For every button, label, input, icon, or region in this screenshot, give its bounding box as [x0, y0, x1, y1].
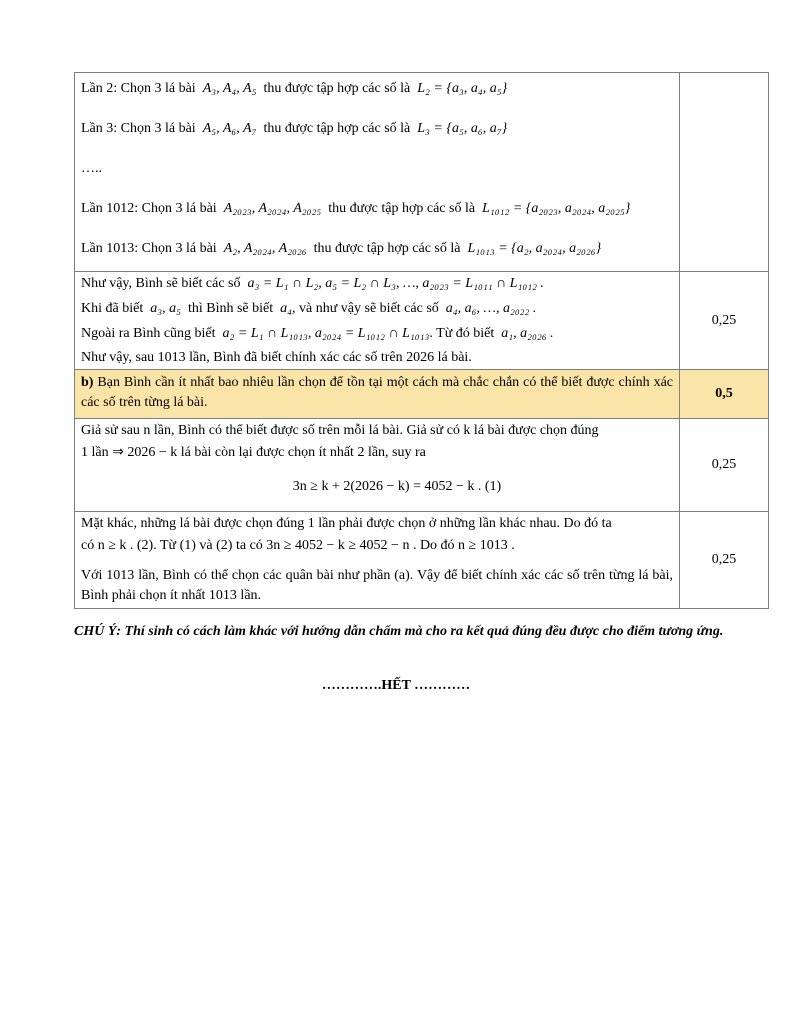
step-line: Lần 1012: Chọn 3 lá bài A₂₀₂₃, A₂₀₂₄, A₂₀₂₅ thu được tập hợp các số là L₁₀₁₂ = {a₂₀₂₃, a₂₀₂₄, a₂₀₂₅} — [81, 201, 631, 216]
table-row-highlighted — [75, 370, 769, 419]
question-cell — [75, 370, 680, 419]
score-cell: 0,25 — [680, 272, 769, 370]
text-line: có n ≥ k . (2). Từ (1) và (2) ta có 3n ≥ 4052 − k ≥ 4052 − n . Do đó n ≥ 1013 . — [81, 538, 515, 553]
score-cell: 0,25 — [680, 512, 769, 609]
ellipsis-line: ….. — [81, 161, 102, 176]
solution-cell — [75, 419, 680, 512]
table-row — [75, 419, 769, 512]
score-cell: 0,25 — [680, 419, 769, 512]
score-cell: 0,5 — [680, 370, 769, 419]
step-line: Lần 3: Chọn 3 lá bài A₅, A₆, A₇ thu được tập hợp các số là L₃ = {a₅, a₆, a₇} — [81, 121, 508, 136]
text-line: Mặt khác, những lá bài được chọn đúng 1 lần phải được chọn ở những lần khác nhau. Do đó ta — [81, 516, 612, 531]
solution-cell — [75, 272, 680, 370]
grading-table — [74, 72, 769, 609]
formula-line: 3n ≥ k + 2(2026 − k) = 4052 − k . (1) — [292, 479, 502, 494]
score-cell — [680, 73, 769, 272]
solution-cell — [75, 512, 680, 609]
text-line: Khi đã biết a₃, a₅ thì Bình sẽ biết a₄, và như vậy sẽ biết các số a₄, a₆, …, a₂₀₂₂ . — [81, 301, 537, 316]
step-line: Lần 1013: Chọn 3 lá bài A₂, A₂₀₂₄, A₂₀₂₆ thu được tập hợp các số là L₁₀₁₃ = {a₂, a₂₀₂₄, a₂₀₂₆} — [81, 241, 602, 256]
step-line: Lần 2: Chọn 3 lá bài A₃, A₄, A₅ thu được tập hợp các số là L₂ = {a₃, a₄, a₅} — [81, 81, 508, 96]
question-text: b) Bạn Bình cần ít nhất bao nhiêu lần chọn để tồn tại một cách mà chắc chắn có thể biết được chính xác các số trên từng lá bài. — [81, 375, 673, 410]
text-line: Như vậy, sau 1013 lần, Bình đã biết chính xác các số trên 2026 lá bài. — [81, 350, 472, 365]
text-line: Như vậy, Bình sẽ biết các số a₃ = L₁ ∩ L₂, a₅ = L₂ ∩ L₃, …, a₂₀₂₃ = L₁₀₁₁ ∩ L₁₀₁₂ . — [81, 276, 544, 291]
table-row — [75, 73, 769, 272]
text-line: 1 lần ⇒ 2026 − k lá bài còn lại được chọn ít nhất 2 lần, suy ra — [81, 445, 426, 460]
table-row — [75, 512, 769, 609]
text-line: Với 1013 lần, Bình có thể chọn các quân bài như phần (a). Vậy để biết chính xác các số trên từng lá bài, Bình phải chọn ít nhất 1013 lần. — [81, 568, 673, 603]
end-marker: ………….HẾT ………… — [321, 678, 471, 693]
solution-cell — [75, 73, 680, 272]
table-row — [75, 272, 769, 370]
text-line: Giả sử sau n lần, Bình có thể biết được số trên mỗi lá bài. Giả sử có k lá bài được chọn đúng — [81, 423, 599, 438]
text-line: Ngoài ra Bình cũng biết a₂ = L₁ ∩ L₁₀₁₃, a₂₀₂₄ = L₁₀₁₂ ∩ L₁₀₁₃. Từ đó biết a₁, a₂₀₂₆ . — [81, 326, 554, 341]
note-text: CHÚ Ý: Thí sinh có cách làm khác với hướng dẫn chấm mà cho ra kết quả đúng đều được cho điểm tương ứng. — [74, 624, 724, 639]
